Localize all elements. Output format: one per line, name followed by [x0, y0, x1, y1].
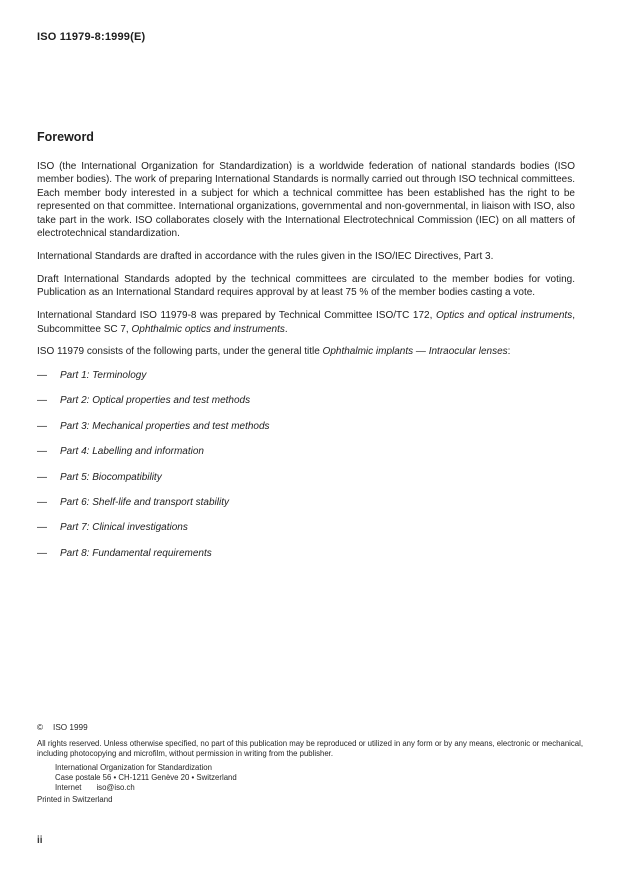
- list-item-label: Part 7: Clinical investigations: [60, 522, 188, 534]
- list-item-dash: —: [37, 395, 47, 407]
- printed-in: Printed in Switzerland: [37, 795, 113, 804]
- list-item-dash: —: [37, 471, 47, 483]
- internet-label: Internet: [55, 783, 82, 792]
- text-run: , Subcommittee SC 7,: [37, 310, 575, 335]
- publisher-name: International Organization for Standardization: [55, 763, 212, 772]
- paragraph-directives: International Standards are drafted in accordance with the rules given in the ISO/IEC Directives, Part 3.: [37, 250, 494, 262]
- paragraph-parts-intro: [37, 345, 575, 358]
- list-item-dash: —: [37, 522, 47, 534]
- publisher-address: [55, 763, 585, 793]
- parts-list: [37, 369, 575, 560]
- list-item: [37, 369, 575, 382]
- copyright-footer: [37, 723, 585, 805]
- rights-statement: All rights reserved. Unless otherwise specified, no part of this publication may be reproduced or utilized in any form or by any means, electronic or mechanical, including photocopying and microfilm, without permission in writing from the publisher.: [37, 739, 584, 758]
- paragraph-voting: Draft International Standards adopted by the technical committees are circulated to the member bodies for voting. Publication as an International Standard requires approval by at least 75 % of the member bodies casting a vote.: [37, 273, 575, 299]
- list-item: [37, 394, 575, 407]
- text-run: ISO 11979 consists of the following parts, under the general title: [37, 346, 323, 358]
- list-item: [37, 521, 575, 534]
- list-item-dash: —: [37, 369, 47, 381]
- italic-text-run: Optics and optical instruments: [435, 310, 573, 322]
- text-run: :: [507, 346, 511, 358]
- list-item-label: Part 5: Biocompatibility: [60, 471, 162, 483]
- list-item-label: Part 3: Mechanical properties and test methods: [60, 420, 270, 432]
- list-item-label: Part 6: Shelf-life and transport stability: [60, 496, 229, 508]
- section-title: Foreword: [37, 130, 94, 144]
- internet-email: iso@iso.ch: [96, 783, 135, 792]
- list-item: [37, 547, 575, 560]
- copyright-line: [37, 723, 585, 733]
- list-item-dash: —: [37, 496, 47, 508]
- list-item-dash: —: [37, 420, 47, 432]
- list-item: [37, 496, 575, 509]
- list-item-dash: —: [37, 446, 47, 458]
- copyright-symbol: ©: [37, 723, 44, 732]
- foreword-section: [37, 130, 575, 572]
- page-number: ii: [37, 835, 43, 846]
- italic-text-run: Ophthalmic implants — Intraocular lenses: [322, 346, 508, 358]
- copyright-year: ISO 1999: [53, 723, 88, 732]
- text-run: International Standard ISO 11979-8 was prepared by Technical Committee ISO/TC 172,: [37, 310, 436, 322]
- list-item-label: Part 4: Labelling and information: [60, 446, 204, 458]
- publisher-internet: [55, 783, 585, 793]
- paragraph-iso-intro: ISO (the International Organization for Standardization) is a worldwide federation of national standards bodies (ISO member bodies). The work of preparing International Standards is normally carried out through ISO technical committees. Each member body interested in a subject for which a technical committee has been established has the right to be represented on that committee. International organizations, governmental and non-governmental, in liaison with ISO, also take part in the work. ISO collaborates closely with the International Electrotechnical Commission (IEC) on all matters of electrotechnical standardization.: [37, 161, 575, 240]
- list-item-label: Part 1: Terminology: [60, 369, 147, 381]
- list-item-dash: —: [37, 547, 47, 559]
- list-item: [37, 445, 575, 458]
- document-code: ISO 11979-8:1999(E): [37, 31, 146, 43]
- list-item-label: Part 8: Fundamental requirements: [60, 547, 212, 559]
- publisher-street: Case postale 56 • CH-1211 Genève 20 • Switzerland: [55, 773, 237, 782]
- list-item: [37, 471, 575, 484]
- list-item-label: Part 2: Optical properties and test methods: [60, 395, 251, 407]
- text-run: .: [284, 323, 288, 335]
- italic-text-run: Ophthalmic optics and instruments: [131, 323, 285, 335]
- list-item: [37, 420, 575, 433]
- paragraph-committee: [37, 309, 575, 336]
